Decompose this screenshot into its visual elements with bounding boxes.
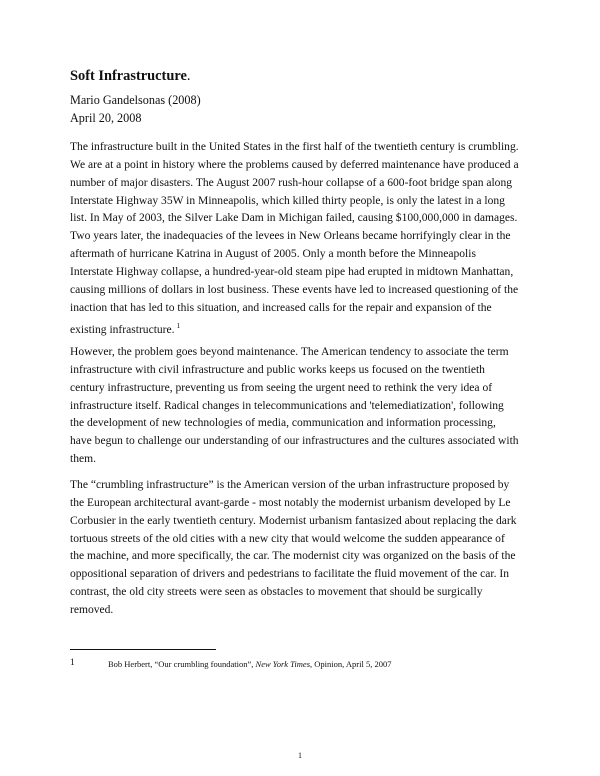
paragraph-line: The infrastructure built in the United States in the first half of the twentieth century is crumbling. <box>70 141 519 153</box>
paragraph-line: the machine, and more specifically, the car. The modernist city was organized on the basis of the <box>70 550 516 563</box>
paragraph-line: the development of new technologies of media, communication and information processing, <box>70 417 496 430</box>
footnote-text <box>108 659 391 669</box>
paragraph-line: removed. <box>70 603 114 616</box>
title-text: Soft Infrastructure <box>70 68 187 84</box>
paragraph-line: inaction that has led to this situation, and increased calls for the repair and expansion of the <box>70 301 492 314</box>
paragraph-line: Two years later, the inadequacies of the levees in New Orleans became horrifyingly clear in the <box>70 230 511 243</box>
paragraph-line: them. <box>70 453 96 466</box>
paragraph-line: oppositional separation of drivers and pedestrians to facilitate the fluid movement of the car. In <box>70 568 509 581</box>
paragraph-3 <box>70 477 542 620</box>
paragraph-line: We are at a point in history where the problems caused by deferred maintenance have produced a <box>70 158 519 171</box>
paragraph-line: list. In May of 2003, the Silver Lake Dam in Michigan failed, causing $100,000,000 in damages. <box>70 212 518 225</box>
date-line: April 20, 2008 <box>70 111 142 125</box>
paragraph-line: infrastructure itself. Radical changes in telecommunications and 'telemediatization', following <box>70 399 504 412</box>
title-punctuation: . <box>186 68 191 84</box>
paragraph-line: tortuous streets of the old cities with a new city that would welcome the sudden appearance of <box>70 532 505 545</box>
paragraph-line: contrast, the old city streets were seen as obstacles to movement that should be surgically <box>70 586 483 599</box>
paragraph-2 <box>70 344 542 469</box>
paragraph-line: Interstate Highway 35W in Minneapolis, which killed thirty people, is only the latest in a long <box>70 194 505 207</box>
paragraph-line: The “crumbling infrastructure” is the American version of the urban infrastructure proposed by <box>70 479 510 491</box>
paragraph-line: have begun to challenge our understanding of our infrastructures and the cultures associated with <box>70 435 519 448</box>
paragraph-line: aftermath of hurricane Katrina in August of 2005. Only a month before the Minneapolis <box>70 248 476 261</box>
paragraph-line: However, the problem goes beyond maintenance. The American tendency to associate the term <box>70 346 509 358</box>
footnote-publication: New York Times <box>255 659 311 669</box>
footnote-separator <box>70 649 216 650</box>
paragraph-line: Corbusier in the early twentieth century. Modernist urbanism fantasized about replacing the dark <box>70 514 517 527</box>
paragraph-line: number of major disasters. The August 2007 rush-hour collapse of a 600-foot bridge span along <box>70 176 513 189</box>
page-number: 1 <box>298 751 302 760</box>
footnote-author-title: Bob Herbert, “Our crumbling foundation”, <box>108 659 256 669</box>
author-line: Mario Gandelsonas (2008) <box>70 93 201 107</box>
footnote-rest: , Opinion, April 5, 2007 <box>310 659 392 669</box>
paragraph-line: century infrastructure, preventing us from seeing the urgent need to rethink the very idea of <box>70 381 493 394</box>
footnote-reference: 1 <box>176 321 181 331</box>
paragraph-line: causing millions of dollars in lost business. These events have led to increased questioning of the <box>70 283 519 296</box>
paragraph-line: Interstate Highway collapse, a hundred-year-old steam pipe had erupted in midtown Manhattan, <box>70 265 514 278</box>
paragraph-line: the European architectural avant-garde - most notably the modernist urbanism developed by Le <box>70 496 511 509</box>
paragraph-1 <box>70 139 542 340</box>
paragraph-line-last <box>70 317 542 340</box>
paragraph-line-text: existing infrastructure. <box>70 324 175 337</box>
paragraph-line: infrastructure with civil infrastructure and public works keeps us focused on the twentieth <box>70 363 485 376</box>
document-title <box>70 68 190 85</box>
footnote-number: 1 <box>70 658 75 668</box>
